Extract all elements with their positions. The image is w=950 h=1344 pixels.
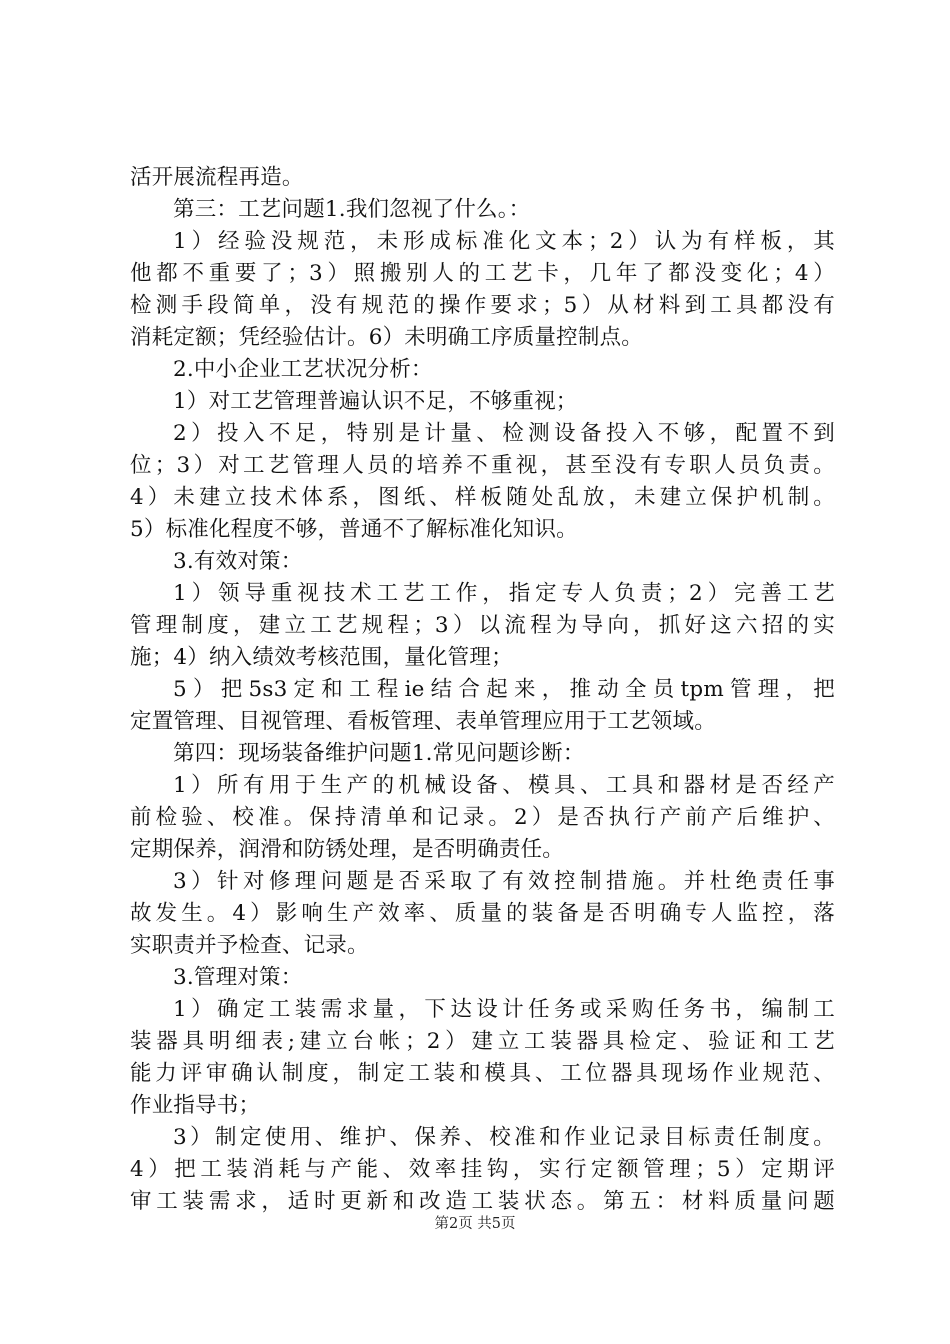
text-line: 3.有效对策： [173,549,303,574]
text-line: 定期保养，润滑和防锈处理，是否明确责任。 [130,837,565,862]
text-line: 3）制定使用、维护、保养、校准和作业记录目标责任制度。 [173,1125,835,1150]
text-line: 管理制度，建立工艺规程；3）以流程为导向，抓好这六招的实 [130,613,835,638]
text-line: 第三：工艺问题1.我们忽视了什么。： [173,197,531,222]
text-line: 第四：现场装备维护问题1.常见问题诊断： [173,741,585,766]
text-line: 1）所有用于生产的机械设备、模具、工具和器材是否经产 [173,773,835,798]
text-line: 装器具明细表;建立台帐；2）建立工装器具检定、验证和工艺 [130,1029,835,1054]
text-line: 3.管理对策： [173,965,303,990]
text-line: 4）把工装消耗与产能、效率挂钩，实行定额管理；5）定期评 [130,1157,835,1182]
text-line: 能力评审确认制度，制定工装和模具、工位器具现场作业规范、 [130,1061,835,1086]
text-line: 消耗定额；凭经验估计。6）未明确工序质量控制点。 [130,325,643,350]
text-line: 检测手段简单，没有规范的操作要求；5）从材料到工具都没有 [130,293,835,318]
text-line: 作业指导书； [130,1093,261,1118]
text-line: 1）确定工装需求量，下达设计任务或采购任务书，编制工 [173,997,835,1022]
text-line: 3）针对修理问题是否采取了有效控制措施。并杜绝责任事 [173,869,835,894]
body-text [130,162,835,1218]
text-line: 实职责并予检查、记录。 [130,933,369,958]
text-line: 2.中小企业工艺状况分析： [173,357,433,382]
text-line: 施；4）纳入绩效考核范围，量化管理； [130,645,513,670]
text-line: 定置管理、目视管理、看板管理、表单管理应用于工艺领域。 [130,709,716,734]
text-line: 1）领导重视技术工艺工作，指定专人负责；2）完善工艺 [173,581,835,606]
text-line: 位；3）对工艺管理人员的培养不重视，甚至没有专职人员负责。 [130,453,835,478]
text-line: 4）未建立技术体系，图纸、样板随处乱放，未建立保护机制。 [130,485,835,510]
text-line: 2）投入不足，特别是计量、检测设备投入不够，配置不到 [173,421,835,446]
text-line: 5）把5s3定和工程ie结合起来，推动全员tpm管理，把 [173,677,835,702]
text-line: 1）对工艺管理普遍认识不足，不够重视； [173,389,578,414]
text-line: 活开展流程再造。 [130,165,304,190]
text-line: 故发生。4）影响生产效率、质量的装备是否明确专人监控，落 [130,901,835,926]
text-line: 5）标准化程度不够，普通不了解标准化知识。 [130,517,578,542]
text-line: 前检验、校准。保持清单和记录。2）是否执行产前产后维护、 [130,805,835,830]
text-line: 1）经验没规范，未形成标准化文本；2）认为有样板，其 [173,229,835,254]
page-number-footer: 第2页 共5页 [434,1216,516,1232]
text-line: 审工装需求，适时更新和改造工装状态。第五：材料质量问题 [130,1189,835,1214]
text-line: 他都不重要了；3）照搬别人的工艺卡，几年了都没变化；4） [130,261,835,286]
